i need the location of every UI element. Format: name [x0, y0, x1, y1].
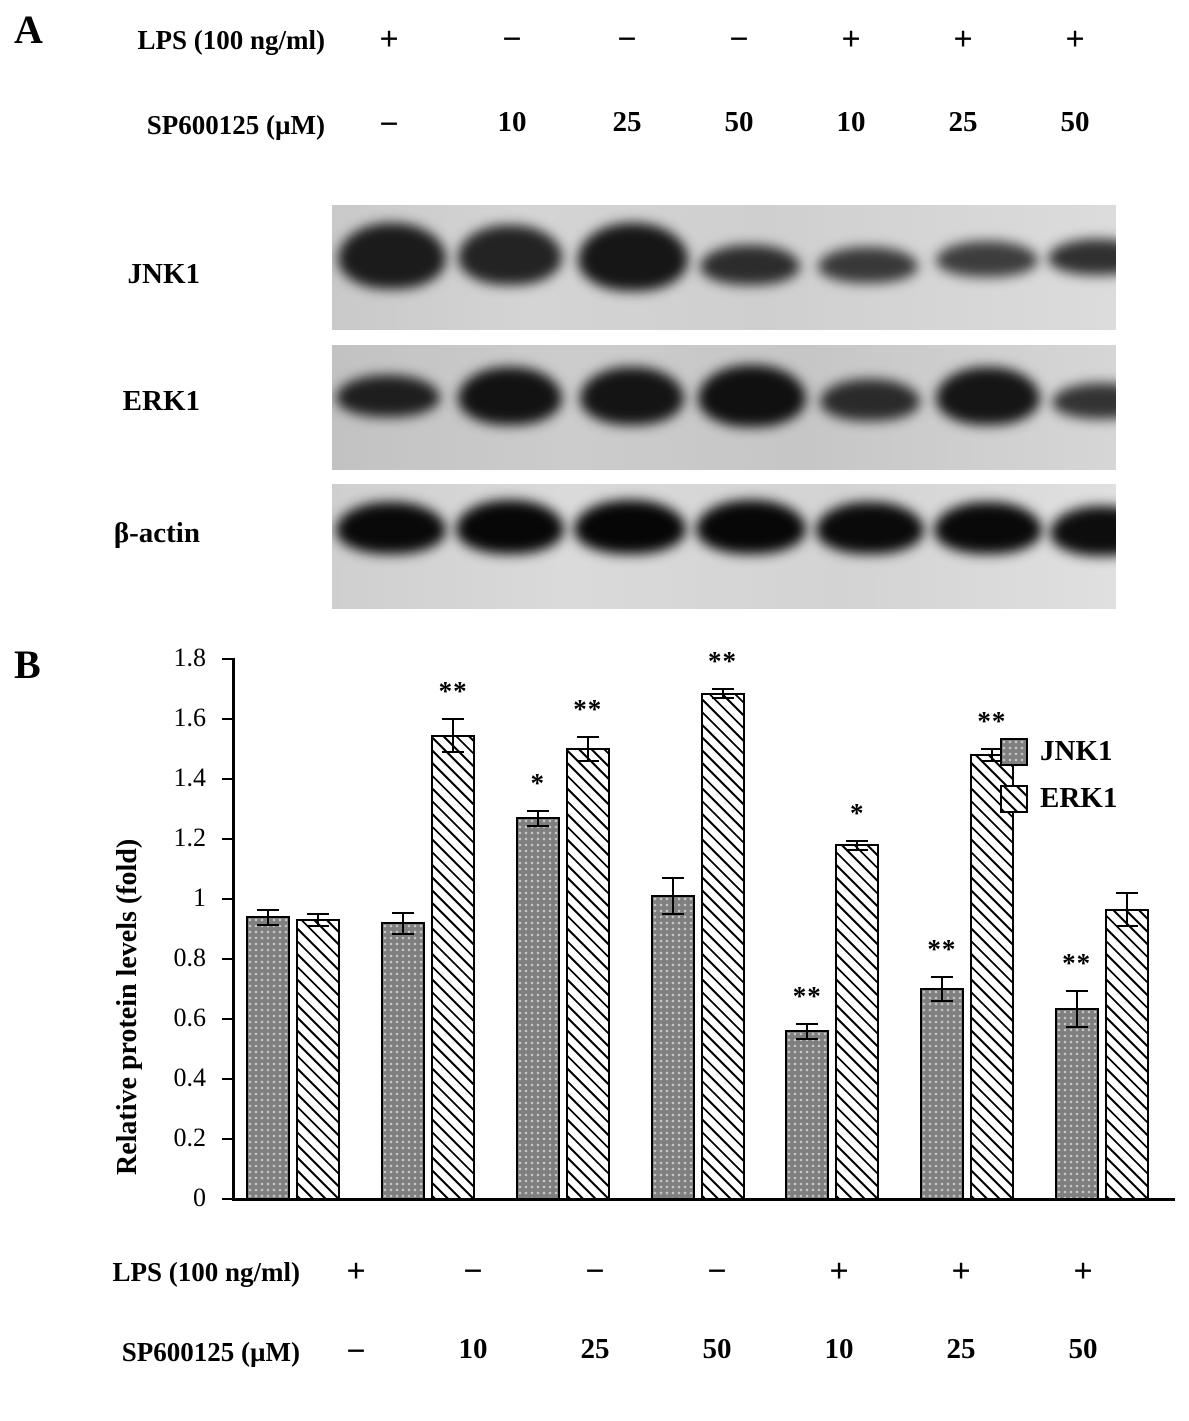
significance-erk1-group4: ** [708, 646, 737, 676]
error-cap-erk1-group1-high [307, 913, 329, 915]
chart-legend [1000, 735, 1117, 829]
error-cap-jnk1-group5-high [796, 1023, 818, 1025]
panel-a-sp-row [95, 105, 1131, 145]
panel-a-sp-label: SP600125 (µM) [146, 109, 325, 140]
error-bar-jnk1-group1 [267, 909, 269, 924]
panel-b-sp-label: SP600125 (µM) [121, 1336, 300, 1367]
y-tick-label-5: 1 [193, 883, 206, 912]
panel-a-lps-cell-7: + [1065, 21, 1085, 58]
legend-item-erk1 [1000, 782, 1117, 815]
bar-chart [0, 640, 1189, 1220]
significance-erk1-group2: ** [438, 676, 468, 706]
panel-a-lps-cell-6: + [953, 21, 973, 58]
legend-swatch-jnk1 [1000, 738, 1028, 766]
significance-jnk1-group3: * [530, 767, 546, 798]
panel-b-sp-cell-6: 25 [946, 1333, 976, 1365]
bar-erk1-group2 [431, 735, 475, 1201]
error-cap-erk1-group7-high [1116, 892, 1138, 894]
error-bar-jnk1-group5 [806, 1023, 808, 1038]
panel-b-sp-row [25, 1332, 1144, 1372]
error-cap-jnk1-group4-low [662, 913, 684, 915]
error-bar-erk1-group7 [1126, 892, 1128, 925]
y-axis-title: Relative protein levels (fold) [112, 838, 143, 1175]
panel-b-sp-cell-5: 10 [824, 1333, 854, 1365]
error-cap-jnk1-group3-low [527, 825, 549, 827]
error-cap-erk1-group3-high [577, 736, 599, 738]
y-tick-label-1: 0.2 [173, 1123, 206, 1152]
panel-a-lps-cell-3: − [617, 21, 637, 58]
y-tick-mark-0 [222, 1198, 232, 1200]
panel-b-sp-cell-3: 25 [580, 1333, 610, 1365]
error-cap-jnk1-group4-high [662, 877, 684, 879]
bar-jnk1-group2 [381, 922, 425, 1200]
error-cap-jnk1-group1-high [257, 909, 279, 911]
panel-a-sp-cell-3: 25 [612, 106, 642, 138]
error-bar-jnk1-group3 [537, 810, 539, 825]
panel-a-sp-cell-5: 10 [836, 106, 866, 138]
bar-jnk1-group4 [651, 895, 695, 1200]
panel-a-sp-values [325, 106, 1131, 144]
panel-a-sp-cell-4: 50 [724, 106, 754, 138]
bar-jnk1-group5 [785, 1030, 829, 1200]
bar-jnk1-group6 [920, 988, 964, 1200]
panel-b-sp-cell-2: 10 [458, 1333, 488, 1365]
error-cap-jnk1-group7-high [1066, 990, 1088, 992]
panel-a-lps-cell-2: − [502, 21, 522, 58]
panel-b-lps-cell-1: + [346, 1253, 366, 1290]
error-cap-jnk1-group2-low [392, 933, 414, 935]
error-cap-jnk1-group1-low [257, 924, 279, 926]
y-tick-mark-7 [222, 778, 232, 780]
significance-erk1-group3: ** [573, 694, 603, 724]
panel-a-lps-values [325, 21, 1131, 59]
panel-a-lps-label: LPS (100 ng/ml) [137, 24, 325, 55]
blot-image-erk1 [332, 345, 1116, 470]
error-bar-erk1-group3 [587, 736, 589, 760]
error-cap-erk1-group3-low [577, 760, 599, 762]
y-tick-mark-2 [222, 1078, 232, 1080]
panel-b-lps-cell-3: − [585, 1253, 605, 1290]
panel-a-sp-cell-7: 50 [1060, 106, 1090, 138]
panel-a-lps-cell-4: − [729, 21, 749, 58]
error-cap-erk1-group4-low [712, 697, 734, 699]
panel-b-sp-cell-7: 50 [1068, 1333, 1098, 1365]
panel-b-lps-cell-4: − [707, 1253, 727, 1290]
panel-b-sp-values [300, 1333, 1144, 1371]
y-tick-label-7: 1.4 [173, 763, 206, 792]
error-cap-jnk1-group6-high [931, 976, 953, 978]
error-cap-jnk1-group3-high [527, 810, 549, 812]
panel-a-sp-cell-6: 25 [948, 106, 978, 138]
y-tick-mark-4 [222, 958, 232, 960]
legend-label-jnk1: JNK1 [1040, 735, 1113, 767]
bar-erk1-group4 [701, 693, 745, 1201]
y-tick-label-2: 0.4 [173, 1063, 206, 1092]
bar-erk1-group1 [296, 919, 340, 1200]
significance-jnk1-group6: ** [927, 934, 957, 964]
error-bar-jnk1-group2 [402, 912, 404, 933]
blot-image-jnk1 [332, 205, 1116, 330]
bar-jnk1-group3 [516, 817, 560, 1200]
y-axis-line [232, 658, 235, 1200]
error-bar-jnk1-group4 [672, 877, 674, 913]
panel-b-lps-cell-7: + [1073, 1253, 1093, 1290]
error-bar-erk1-group2 [452, 718, 454, 751]
y-tick-mark-3 [222, 1018, 232, 1020]
panel-a-lps-row [95, 20, 1131, 60]
significance-jnk1-group5: ** [792, 980, 822, 1011]
panel-b-lps-cell-6: + [951, 1253, 971, 1290]
panel-a-letter: A [14, 7, 43, 52]
y-tick-label-4: 0.8 [173, 943, 206, 972]
error-cap-jnk1-group7-low [1066, 1026, 1088, 1028]
y-tick-mark-1 [222, 1138, 232, 1140]
blot-label-erk1: ERK1 [122, 385, 200, 417]
panel-b-letter: B [14, 642, 41, 687]
error-cap-jnk1-group2-high [392, 912, 414, 914]
y-tick-mark-8 [222, 718, 232, 720]
panel-b-sp-cell-1: − [346, 1333, 366, 1370]
panel-b-lps-values [300, 1253, 1144, 1291]
blot-image-beta-actin [332, 484, 1116, 609]
blot-label-jnk1: JNK1 [127, 258, 200, 290]
panel-b-lps-cell-2: − [463, 1253, 483, 1290]
error-cap-jnk1-group5-low [796, 1038, 818, 1040]
y-tick-mark-9 [222, 658, 232, 660]
error-cap-erk1-group4-high [712, 688, 734, 690]
significance-erk1-group6: ** [977, 706, 1007, 736]
error-cap-jnk1-group6-low [931, 1000, 953, 1002]
panel-b-sp-cell-4: 50 [702, 1333, 732, 1365]
significance-jnk1-group7: ** [1062, 947, 1092, 978]
bar-erk1-group5 [835, 844, 879, 1200]
significance-erk1-group5: * [849, 797, 865, 828]
bar-jnk1-group7 [1055, 1008, 1099, 1201]
panel-a-lps-cell-5: + [841, 21, 861, 58]
y-tick-label-3: 0.6 [173, 1003, 206, 1032]
bar-erk1-group7 [1105, 909, 1149, 1201]
error-cap-erk1-group2-high [442, 718, 464, 720]
error-cap-erk1-group7-low [1116, 925, 1138, 927]
panel-a-sp-cell-1: − [379, 106, 399, 143]
y-tick-mark-5 [222, 898, 232, 900]
error-cap-erk1-group5-low [846, 849, 868, 851]
panel-a-lps-cell-1: + [379, 21, 399, 58]
error-cap-erk1-group5-high [846, 840, 868, 842]
panel-a-sp-cell-2: 10 [497, 106, 527, 138]
panel-b-lps-row [25, 1252, 1144, 1292]
bar-erk1-group3 [566, 748, 610, 1200]
legend-label-erk1: ERK1 [1040, 782, 1118, 814]
legend-item-jnk1 [1000, 735, 1117, 768]
y-tick-label-6: 1.2 [173, 823, 206, 852]
error-cap-erk1-group2-low [442, 751, 464, 753]
y-tick-label-0: 0 [193, 1183, 206, 1212]
y-tick-label-8: 1.6 [173, 703, 206, 732]
bar-jnk1-group1 [246, 916, 290, 1200]
error-bar-jnk1-group7 [1076, 990, 1078, 1026]
blot-label-beta-actin: β-actin [113, 517, 200, 549]
panel-b-lps-label: LPS (100 ng/ml) [112, 1256, 300, 1287]
panel-b-lps-cell-5: + [829, 1253, 849, 1290]
legend-swatch-erk1 [1000, 785, 1028, 813]
y-tick-label-9: 1.8 [173, 643, 206, 672]
error-cap-erk1-group1-low [307, 925, 329, 927]
y-tick-mark-6 [222, 838, 232, 840]
error-bar-jnk1-group6 [941, 976, 943, 1000]
